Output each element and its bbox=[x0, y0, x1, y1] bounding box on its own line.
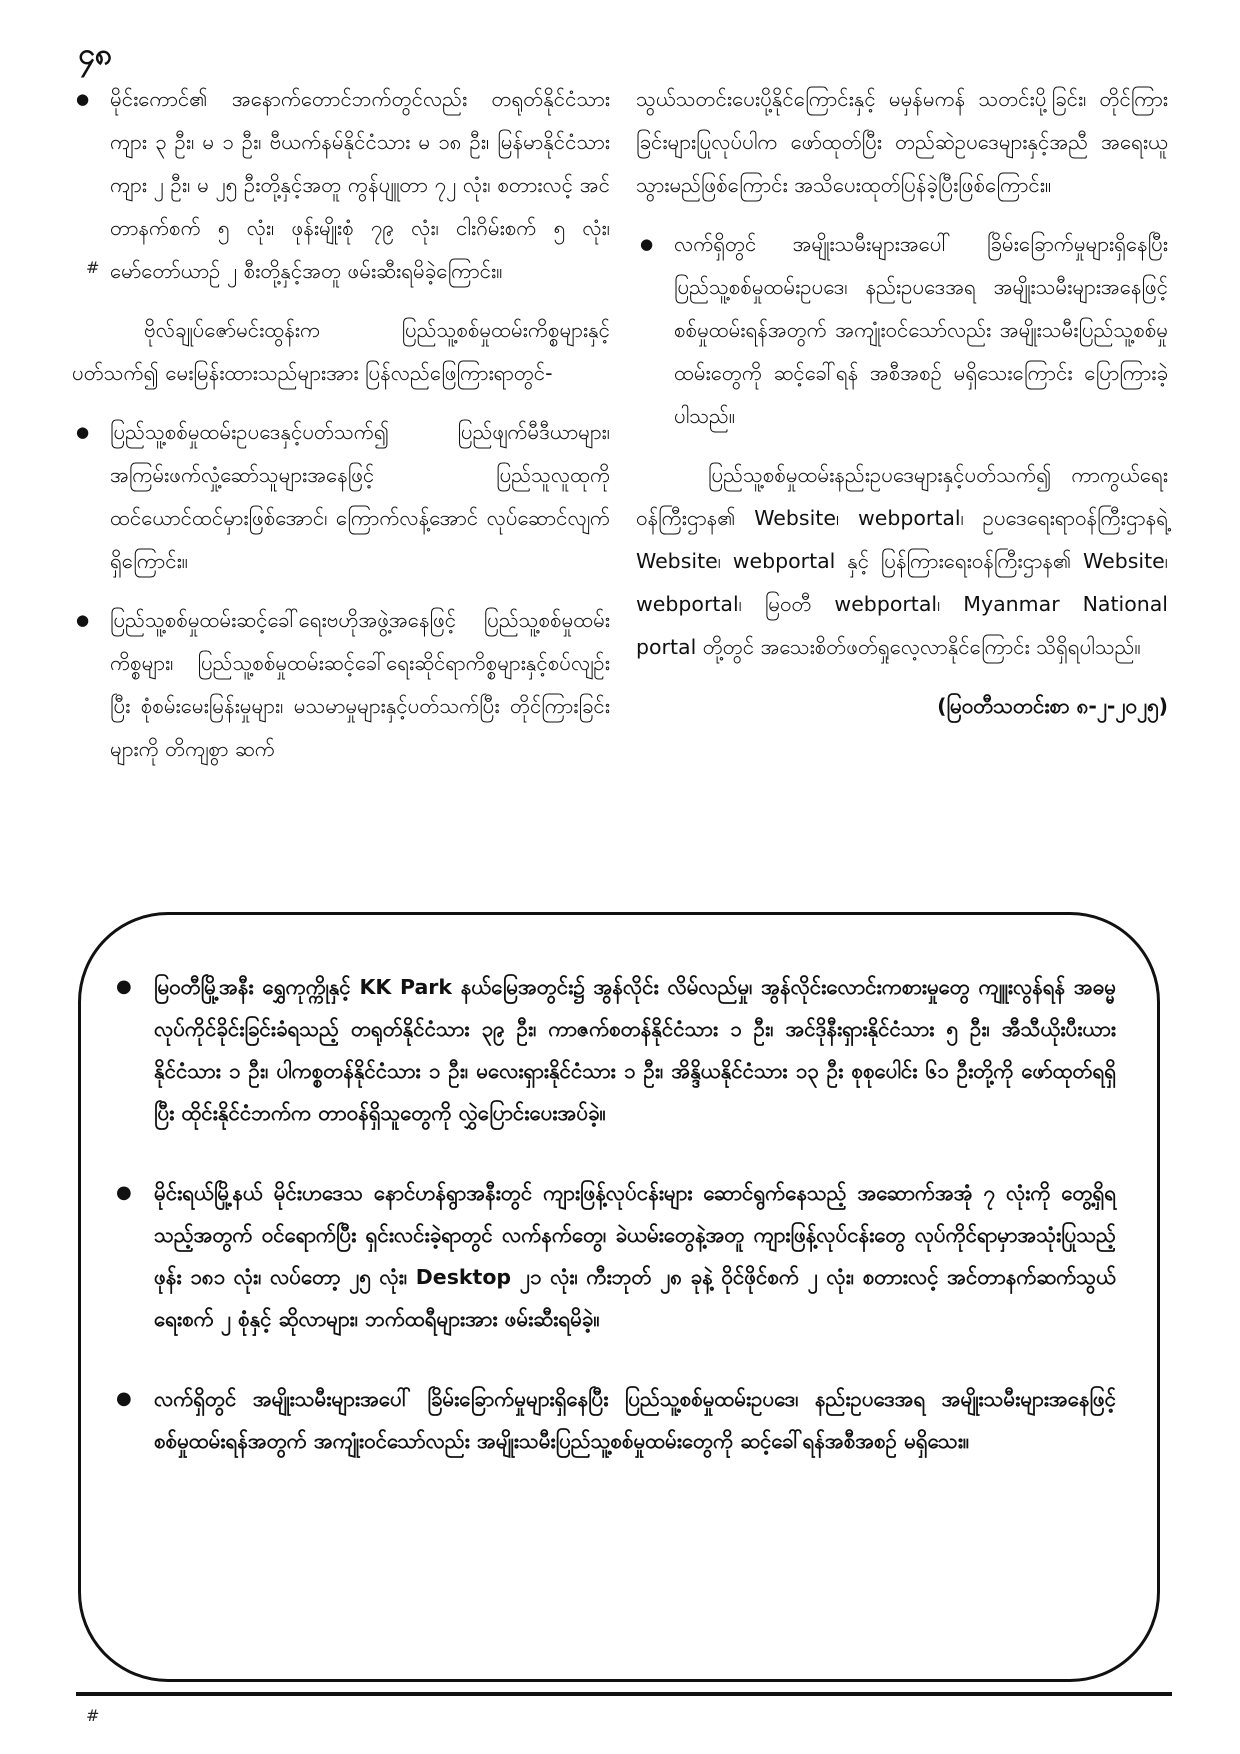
right-continuation: သွယ်သတင်းပေးပို့နိုင်ကြောင်းနှင့် မမှန်မကန် သတင်းပို့ခြင်း၊ တိုင်ကြားခြင်းများပြုလုပ်ပါက ဖော်ထုတ်ပြီး တည်ဆဲဥပဒေများနှင့်အညီ အရေးယူသွားမည်ဖြစ်ကြောင်း အသိပေးထုတ်ပြန်ခဲ့ပြီးဖြစ်ကြောင်း။ bbox=[636, 87, 1168, 197]
right-paragraph-1: ပြည်သူ့စစ်မှုထမ်းနည်းဥပဒေများနှင့်ပတ်သက်၍ ကာကွယ်ရေးဝန်ကြီးဌာန၏ Website၊ webportal၊ ဥပဒေရေးရာဝန်ကြီးဌာနရဲ့ Website၊ webportal နှင့် ပြန်ကြားရေးဝန်ကြီးဌာန၏ Website၊ webportal၊ မြဝတီ webportal၊ Myanmar National portal တို့တွင် အသေးစိတ်ဖတ်ရှုလေ့လာနိုင်ကြောင်း သိရှိရပါသည်။ bbox=[636, 463, 1168, 659]
page-number: ၄၈ bbox=[78, 37, 113, 72]
left-bullet-2: ● ပြည်သူ့စစ်မှုထမ်းဥပဒေနှင့်ပတ်သက်၍ ပြည်ဖျက်မီဒီယာများ၊ အကြမ်းဖက်လှုံ့ဆော်သူများအနေဖြင့် ပြည်သူလူထုကို ထင်ယောင်ထင်မှားဖြစ်အောင်၊ ကြောက်လန့်အောင် လုပ်ဆောင်လျက်ရှိကြောင်း။ bbox=[72, 411, 610, 583]
margin-mark-upper: # bbox=[86, 258, 100, 277]
source-signoff: (မြဝတီသတင်းစာ ၈-၂-၂၀၂၅) bbox=[937, 694, 1168, 718]
left-column bbox=[72, 78, 610, 787]
margin-mark-lower: # bbox=[86, 1706, 100, 1725]
callout-item-2: ● မိုင်းရယ်မြို့နယ် မိုင်းဟဒေသ နောင်ဟန်ရွာအနီးတွင် ကျားဖြန့်လုပ်ငန်းများ ဆောင်ရွက်နေသည့် အဆောက်အအုံ ၇ လုံးကို တွေ့ရှိရသည့်အတွက် ဝင်ရောက်ပြီး ရှင်းလင်းခဲ့ရာတွင် လက်နက်တွေ၊ ခဲယမ်းတွေနဲ့အတူ ကျားဖြန့်လုပ်ငန်းတွေ လုပ်ကိုင်ရာမှာအသုံးပြုသည့် ဖုန်း ၁၈၁ လုံး၊ လပ်တော့ ၂၅ လုံး၊ Desktop ၂၁ လုံး၊ ကီးဘုတ် ၂၈ ခုနဲ့ ဝိုင်ဖိုင်စက် ၂ လုံး၊ စတားလင့် အင်တာနက်ဆက်သွယ်ရေးစက် ၂ စုံနှင့် ဆိုလာများ၊ ဘက်ထရီများအား ဖမ်းဆီးရမိခဲ့။ bbox=[116, 1172, 1116, 1340]
right-column bbox=[636, 78, 1168, 728]
footer-rule bbox=[76, 1692, 1172, 1696]
right-bullet-1: ● လက်ရှိတွင် အမျိုးသမီးများအပေါ် ခြိမ်းခြောက်မှုများရှိနေပြီး ပြည်သူ့စစ်မှုထမ်းဥပဒေ၊ နည်းဥပဒေအရ အမျိုးသမီးများအနေဖြင့် စစ်မှုထမ်းရန်အတွက် အကျုံးဝင်သော်လည်း အမျိုးသမီးပြည်သူ့စစ်မှုထမ်းတွေကို ဆင့်ခေါ်ရန် အစီအစဉ် မရှိသေးကြောင်း ပြောကြားခဲ့ပါသည်။ bbox=[636, 223, 1168, 438]
left-paragraph-1: ဗိုလ်ချုပ်ဇော်မင်းထွန်းက ပြည်သူ့စစ်မှုထမ်းကိစ္စများနှင့်ပတ်သက်၍ မေးမြန်းထားသည်များအား ပြန်လည်ဖြေကြားရာတွင်- bbox=[72, 318, 610, 385]
callout-item-3: ● လက်ရှိတွင် အမျိုးသမီးများအပေါ် ခြိမ်းခြောက်မှုများရှိနေပြီး ပြည်သူ့စစ်မှုထမ်းဥပဒေ၊ နည်းဥပဒေအရ အမျိုးသမီးများအနေဖြင့် စစ်မှုထမ်းရန်အတွက် အကျုံးဝင်သော်လည်း အမျိုးသမီးပြည်သူ့စစ်မှုထမ်းတွေကို ဆင့်ခေါ်ရန်အစီအစဉ် မရှိသေး။ bbox=[116, 1378, 1116, 1462]
left-bullet-3: ● ပြည်သူ့စစ်မှုထမ်းဆင့်ခေါ်ရေးဗဟိုအဖွဲ့အနေဖြင့် ပြည်သူ့စစ်မှုထမ်းကိစ္စများ၊ ပြည်သူ့စစ်မှုထမ်းဆင့်ခေါ်ရေးဆိုင်ရာကိစ္စများနှင့်စပ်လျဉ်းပြီး စုံစမ်းမေးမြန်းမှုများ၊ မသမာမှုများနှင့်ပတ်သက်ပြီး တိုင်ကြားခြင်းများကို တိကျစွာ ဆက် bbox=[72, 599, 610, 771]
left-bullet-1: ● မိုင်းကောင်၏ အနောက်တောင်ဘက်တွင်လည်း တရုတ်နိုင်ငံသား ကျား ၃ ဦး၊ မ ၁ ဦး၊ ဗီယက်နမ်နိုင်ငံသား မ ၁၈ ဦး၊ မြန်မာနိုင်ငံသား ကျား ၂ ဦး၊ မ ၂၅ ဦးတို့နှင့်အတူ ကွန်ပျူတာ ၇၂ လုံး၊ စတားလင့် အင်တာနက်စက် ၅ လုံး၊ ဖုန်းမျိုးစုံ ၇၉ လုံး၊ ငါးဂိမ်းစက် ၅ လုံး၊ မော်တော်ယာဉ် ၂ စီးတို့နှင့်အတူ ဖမ်းဆီးရမိခဲ့ကြောင်း။ bbox=[72, 78, 610, 293]
callout-item-1: ● မြဝတီမြို့အနီး ရွှေကုက္ကိုနှင့် KK Park နယ်မြေအတွင်း၌ အွန်လိုင်း လိမ်လည်မှု၊ အွန်လိုင်းလောင်းကစားမှုတွေ ကျူးလွန်ရန် အဓမ္မလုပ်ကိုင်ခိုင်းခြင်းခံရသည့် တရုတ်နိုင်ငံသား ၃၉ ဦး၊ ကာဇက်စတန်နိုင်ငံသား ၁ ဦး၊ အင်ဒိုနီးရှားနိုင်ငံသား ၅ ဦး၊ အီသီယိုးပီးယားနိုင်ငံသား ၁ ဦး၊ ပါကစ္စတန်နိုင်ငံသား ၁ ဦး၊ မလေးရှားနိုင်ငံသား ၁ ဦး၊ အိန္ဒိယနိုင်ငံသား ၁၃ ဦး စုစုပေါင်း ၆၁ ဦးတို့ကို ဖော်ထုတ်ရရှိပြီး ထိုင်းနိုင်ငံဘက်က တာဝန်ရှိသူတွေကို လွှဲပြောင်းပေးအပ်ခဲ့။ bbox=[116, 966, 1116, 1134]
callout-body bbox=[116, 966, 1116, 1500]
